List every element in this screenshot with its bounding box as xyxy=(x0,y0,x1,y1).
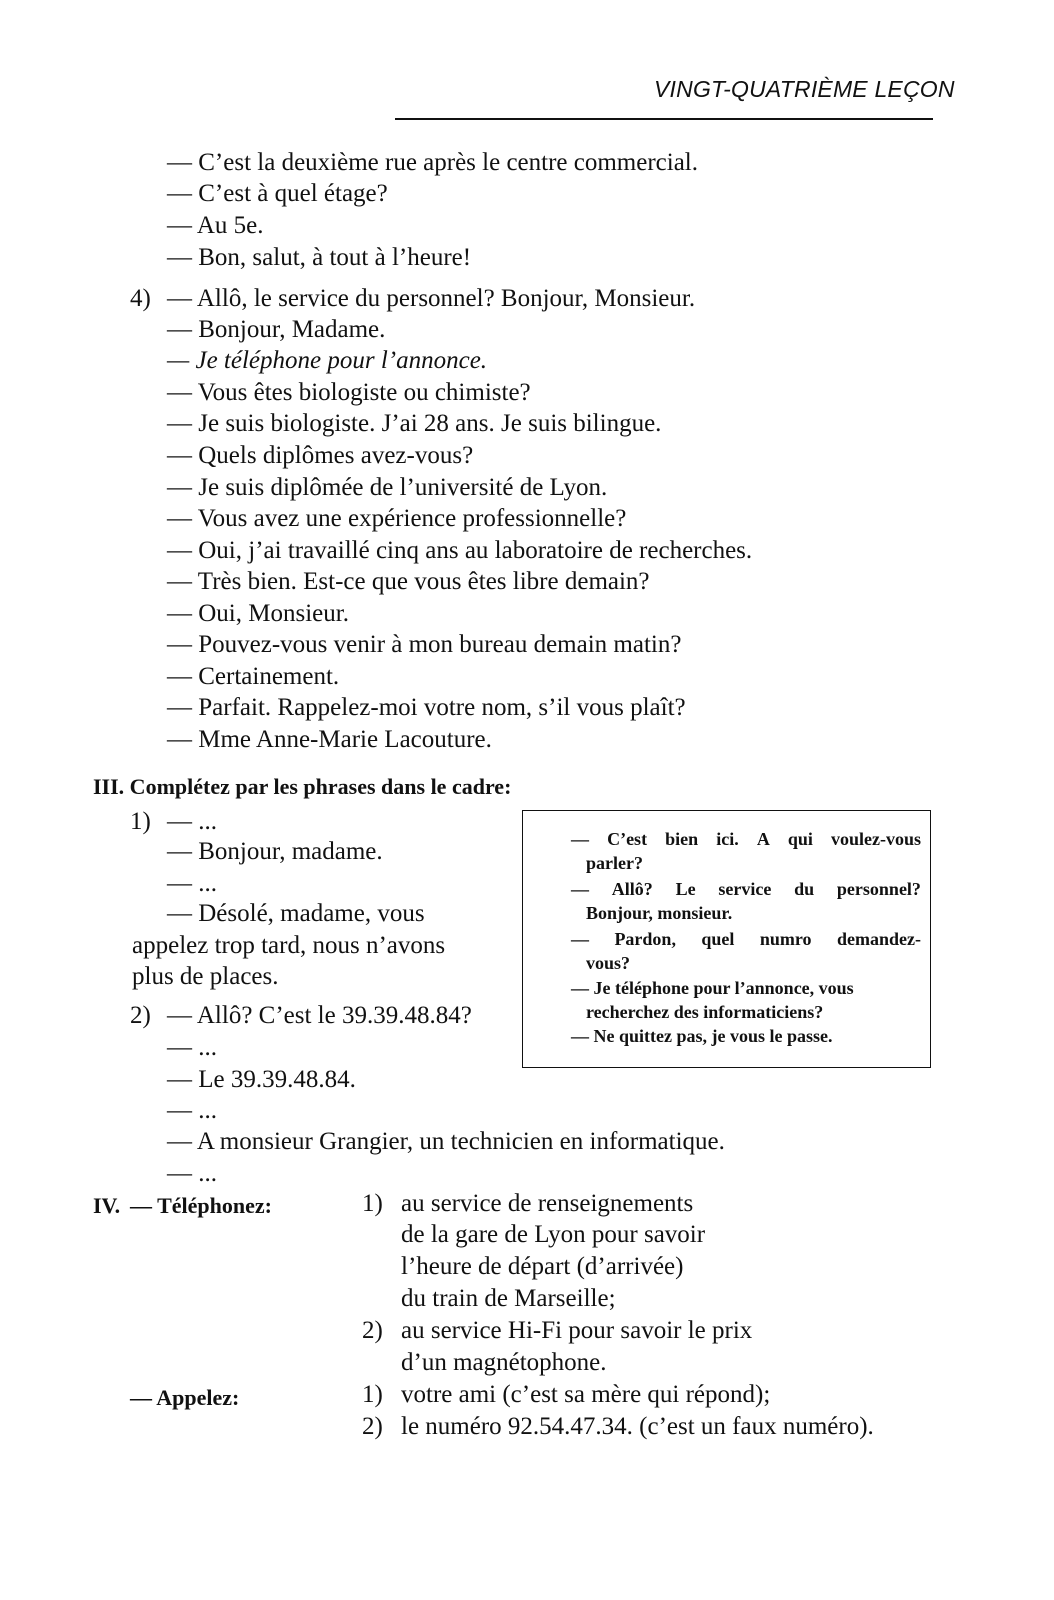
dialogue-line: — Désolé, madame, vous xyxy=(167,900,425,927)
dialogue-line: — Allô, le service du personnel? Bonjour, Monsieur. xyxy=(167,285,696,312)
dialogue-line: — Vous êtes biologiste ou chimiste? xyxy=(167,379,531,406)
frame-line: — Ne quittez pas, je vous le passe. xyxy=(571,1026,833,1046)
frame-word: demandez- xyxy=(836,929,921,949)
frame-word: — xyxy=(571,929,589,949)
frame-word: quel xyxy=(701,929,735,949)
dialogue-line: — C’est à quel étage? xyxy=(167,180,388,207)
frame-line xyxy=(571,827,921,851)
frame-line xyxy=(571,927,921,951)
frame-line: recherchez des informaticiens? xyxy=(586,1002,824,1022)
frame-word: voulez-vous xyxy=(831,829,921,849)
running-header: VINGT-QUATRIÈME LEÇON xyxy=(654,76,955,102)
frame-word: ici. xyxy=(716,829,739,849)
frame-line: parler? xyxy=(586,853,643,873)
dialogue-line: — A monsieur Grangier, un technicien en informatique. xyxy=(167,1128,725,1155)
frame-word: Allô? xyxy=(611,879,653,899)
item-number: 1) xyxy=(362,1381,383,1408)
dialogue-line: — Bonjour, Madame. xyxy=(167,316,386,343)
dialogue-line: — Très bien. Est-ce que vous êtes libre demain? xyxy=(167,568,650,595)
frame-line: — Je téléphone pour l’annonce, vous xyxy=(571,978,854,998)
dialogue-line: — Quels diplômes avez-vous? xyxy=(167,442,474,469)
frame-word: — xyxy=(571,829,589,849)
exercise-title: III. Complétez par les phrases dans le cadre: xyxy=(93,774,512,799)
dialogue-line: appelez trop tard, nous n’avons xyxy=(132,932,446,959)
frame-line: Bonjour, monsieur. xyxy=(586,903,733,923)
phrase-frame xyxy=(522,810,931,1068)
dialogue-line: — Bon, salut, à tout à l’heure! xyxy=(167,244,472,271)
dialogue-number: 2) xyxy=(130,1002,151,1029)
item-line: le numéro 92.54.47.34. (c’est un faux numéro). xyxy=(401,1413,874,1440)
frame-line: vous? xyxy=(586,953,631,973)
dialogue-line: — C’est la deuxième rue après le centre commercial. xyxy=(167,149,699,176)
dialogue-line: — Pouvez-vous venir à mon bureau demain matin? xyxy=(167,631,682,658)
dialogue-line: plus de places. xyxy=(132,963,279,990)
dialogue-line: — Mme Anne-Marie Lacouture. xyxy=(167,726,492,753)
frame-word: bien xyxy=(665,829,699,849)
frame-word: — xyxy=(571,879,589,899)
frame-word: Le xyxy=(675,879,696,899)
dialogue-line: — Certainement. xyxy=(167,663,340,690)
dialogue-line: — ... xyxy=(167,1160,217,1187)
dialogue-line: — ... xyxy=(167,808,217,835)
dialogue-line: — ... xyxy=(167,1034,217,1061)
header-rule xyxy=(395,118,933,120)
exercise-roman: IV. xyxy=(93,1193,121,1218)
dialogue-number: 1) xyxy=(130,808,151,835)
item-line: l’heure de départ (d’arrivée) xyxy=(401,1253,684,1280)
item-number: 1) xyxy=(362,1190,383,1217)
item-line: du train de Marseille; xyxy=(401,1285,616,1312)
item-line: de la gare de Lyon pour savoir xyxy=(401,1221,706,1248)
item-line: votre ami (c’est sa mère qui répond); xyxy=(401,1381,771,1408)
frame-line xyxy=(571,877,921,901)
exercise-label-telephonez: — Téléphonez: xyxy=(130,1193,272,1218)
dialogue-line: — ... xyxy=(167,870,217,897)
exercise-label-appelez: — Appelez: xyxy=(130,1385,240,1410)
dialogue-line: — Oui, j’ai travaillé cinq ans au laboratoire de recherches. xyxy=(167,537,753,564)
dialogue-number: 4) xyxy=(130,285,151,312)
dialogue-line: — Au 5e. xyxy=(167,212,264,239)
item-number: 2) xyxy=(362,1317,383,1344)
item-number: 2) xyxy=(362,1413,383,1440)
frame-word: qui xyxy=(787,829,813,849)
dialogue-line-italic: — Je téléphone pour l’annonce. xyxy=(167,347,488,374)
frame-word: service xyxy=(718,879,772,899)
frame-word: C’est xyxy=(607,829,648,849)
item-line: au service Hi-Fi pour savoir le prix xyxy=(401,1317,753,1344)
dialogue-line: — Oui, Monsieur. xyxy=(167,600,349,627)
frame-word: du xyxy=(794,879,815,899)
dialogue-line: — Bonjour, madame. xyxy=(167,838,383,865)
frame-word: numro xyxy=(759,929,812,949)
frame-word: personnel? xyxy=(836,879,921,899)
dialogue-line: — Je suis diplômée de l’université de Lyon. xyxy=(167,474,608,501)
dialogue-line: — ... xyxy=(167,1097,217,1124)
frame-word: A xyxy=(756,829,770,849)
dialogue-line: — Vous avez une expérience professionnelle? xyxy=(167,505,627,532)
item-line: d’un magnétophone. xyxy=(401,1349,607,1376)
dialogue-line: — Parfait. Rappelez-moi votre nom, s’il vous plaît? xyxy=(167,694,686,721)
dialogue-line: — Je suis biologiste. J’ai 28 ans. Je suis bilingue. xyxy=(167,410,662,437)
dialogue-line: — Allô? C’est le 39.39.48.84? xyxy=(167,1002,472,1029)
item-line: au service de renseignements xyxy=(401,1190,694,1217)
frame-word: Pardon, xyxy=(614,929,676,949)
dialogue-line: — Le 39.39.48.84. xyxy=(167,1066,356,1093)
